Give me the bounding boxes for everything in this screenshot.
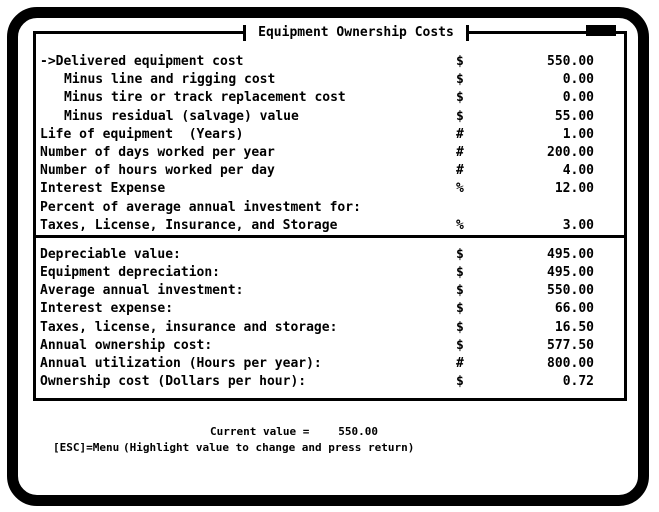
row-value: 577.50 <box>547 337 594 353</box>
row-value: 16.50 <box>554 319 594 335</box>
unit-symbol: % <box>456 181 464 197</box>
row-value[interactable]: 12.00 <box>554 181 594 197</box>
row-label: Interest expense: <box>40 301 174 317</box>
row-value[interactable]: 3.00 <box>562 217 594 233</box>
inputs-section <box>36 34 624 235</box>
row-label: Minus residual (salvage) value <box>64 108 299 124</box>
row-label: Depreciable value: <box>40 246 181 262</box>
scan-artifact-mark <box>586 25 616 36</box>
row-value: 550.00 <box>547 283 594 299</box>
row-label: Interest Expense <box>40 181 166 197</box>
unit-symbol: $ <box>456 108 464 124</box>
result-row <box>36 337 624 355</box>
row-label: Equipment depreciation: <box>40 265 221 281</box>
change-value-hint: (Highlight value to change and press return) <box>123 441 415 454</box>
input-row[interactable] <box>36 108 624 126</box>
unit-symbol: $ <box>456 72 464 88</box>
result-row <box>36 319 624 337</box>
input-row[interactable] <box>36 180 624 198</box>
input-row[interactable] <box>36 126 624 144</box>
results-section <box>36 238 624 392</box>
row-label: Annual utilization (Hours per year): <box>40 356 322 371</box>
row-label: Average annual investment: <box>40 283 244 299</box>
result-row <box>36 282 624 300</box>
current-value: 550.00 <box>338 425 378 438</box>
result-row <box>36 264 624 282</box>
current-value-label: Current value = <box>210 425 310 438</box>
unit-symbol: # <box>456 144 464 160</box>
row-label: Taxes, license, insurance and storage: <box>40 319 338 335</box>
row-label: Minus tire or track replacement cost <box>64 90 346 106</box>
result-row <box>36 373 624 391</box>
row-value[interactable]: 0.00 <box>562 90 594 106</box>
row-label: Number of days worked per year <box>40 144 275 160</box>
input-row-selected[interactable] <box>36 53 624 71</box>
unit-symbol: # <box>456 163 464 179</box>
unit-symbol: $ <box>456 374 464 390</box>
row-label: Annual ownership cost: <box>40 337 213 353</box>
unit-symbol: $ <box>456 265 464 281</box>
unit-symbol: $ <box>456 54 464 69</box>
input-row[interactable] <box>36 144 624 162</box>
row-label: Percent of average annual investment for: <box>40 199 361 215</box>
panel-title: Equipment Ownership Costs <box>246 25 466 41</box>
result-row <box>36 300 624 318</box>
row-value[interactable]: 550.00 <box>547 54 594 69</box>
unit-symbol: $ <box>456 301 464 317</box>
row-label: ->Delivered equipment cost <box>40 54 244 69</box>
unit-symbol: $ <box>456 246 464 262</box>
input-row[interactable] <box>36 162 624 180</box>
unit-symbol: $ <box>456 319 464 335</box>
unit-symbol: % <box>456 217 464 233</box>
row-value[interactable]: 0.00 <box>562 72 594 88</box>
unit-symbol: $ <box>456 337 464 353</box>
input-row[interactable] <box>36 89 624 107</box>
unit-symbol: # <box>456 356 464 371</box>
input-row[interactable] <box>36 217 624 235</box>
row-label: Taxes, License, Insurance, and Storage <box>40 217 338 233</box>
row-value: 495.00 <box>547 246 594 262</box>
status-area <box>0 401 659 512</box>
input-row <box>36 199 624 217</box>
equipment-ownership-panel <box>33 25 627 401</box>
row-label: Ownership cost (Dollars per hour): <box>40 374 307 390</box>
result-row <box>36 355 624 373</box>
row-label: Life of equipment (Years) <box>40 126 244 142</box>
esc-menu-hint: [ESC]=Menu <box>53 441 120 454</box>
row-value: 0.72 <box>562 374 594 390</box>
row-value[interactable]: 1.00 <box>562 126 594 142</box>
unit-symbol: # <box>456 126 464 142</box>
unit-symbol: $ <box>456 283 464 299</box>
row-value[interactable]: 4.00 <box>562 163 594 179</box>
input-row[interactable] <box>36 71 624 89</box>
row-value[interactable]: 55.00 <box>554 108 594 124</box>
result-row <box>36 246 624 264</box>
row-value[interactable]: 200.00 <box>547 144 594 160</box>
row-label: Minus line and rigging cost <box>64 72 276 88</box>
row-value: 66.00 <box>554 301 594 317</box>
row-value: 495.00 <box>547 265 594 281</box>
row-value: 800.00 <box>547 356 594 371</box>
row-label: Number of hours worked per day <box>40 163 275 179</box>
unit-symbol: $ <box>456 90 464 106</box>
